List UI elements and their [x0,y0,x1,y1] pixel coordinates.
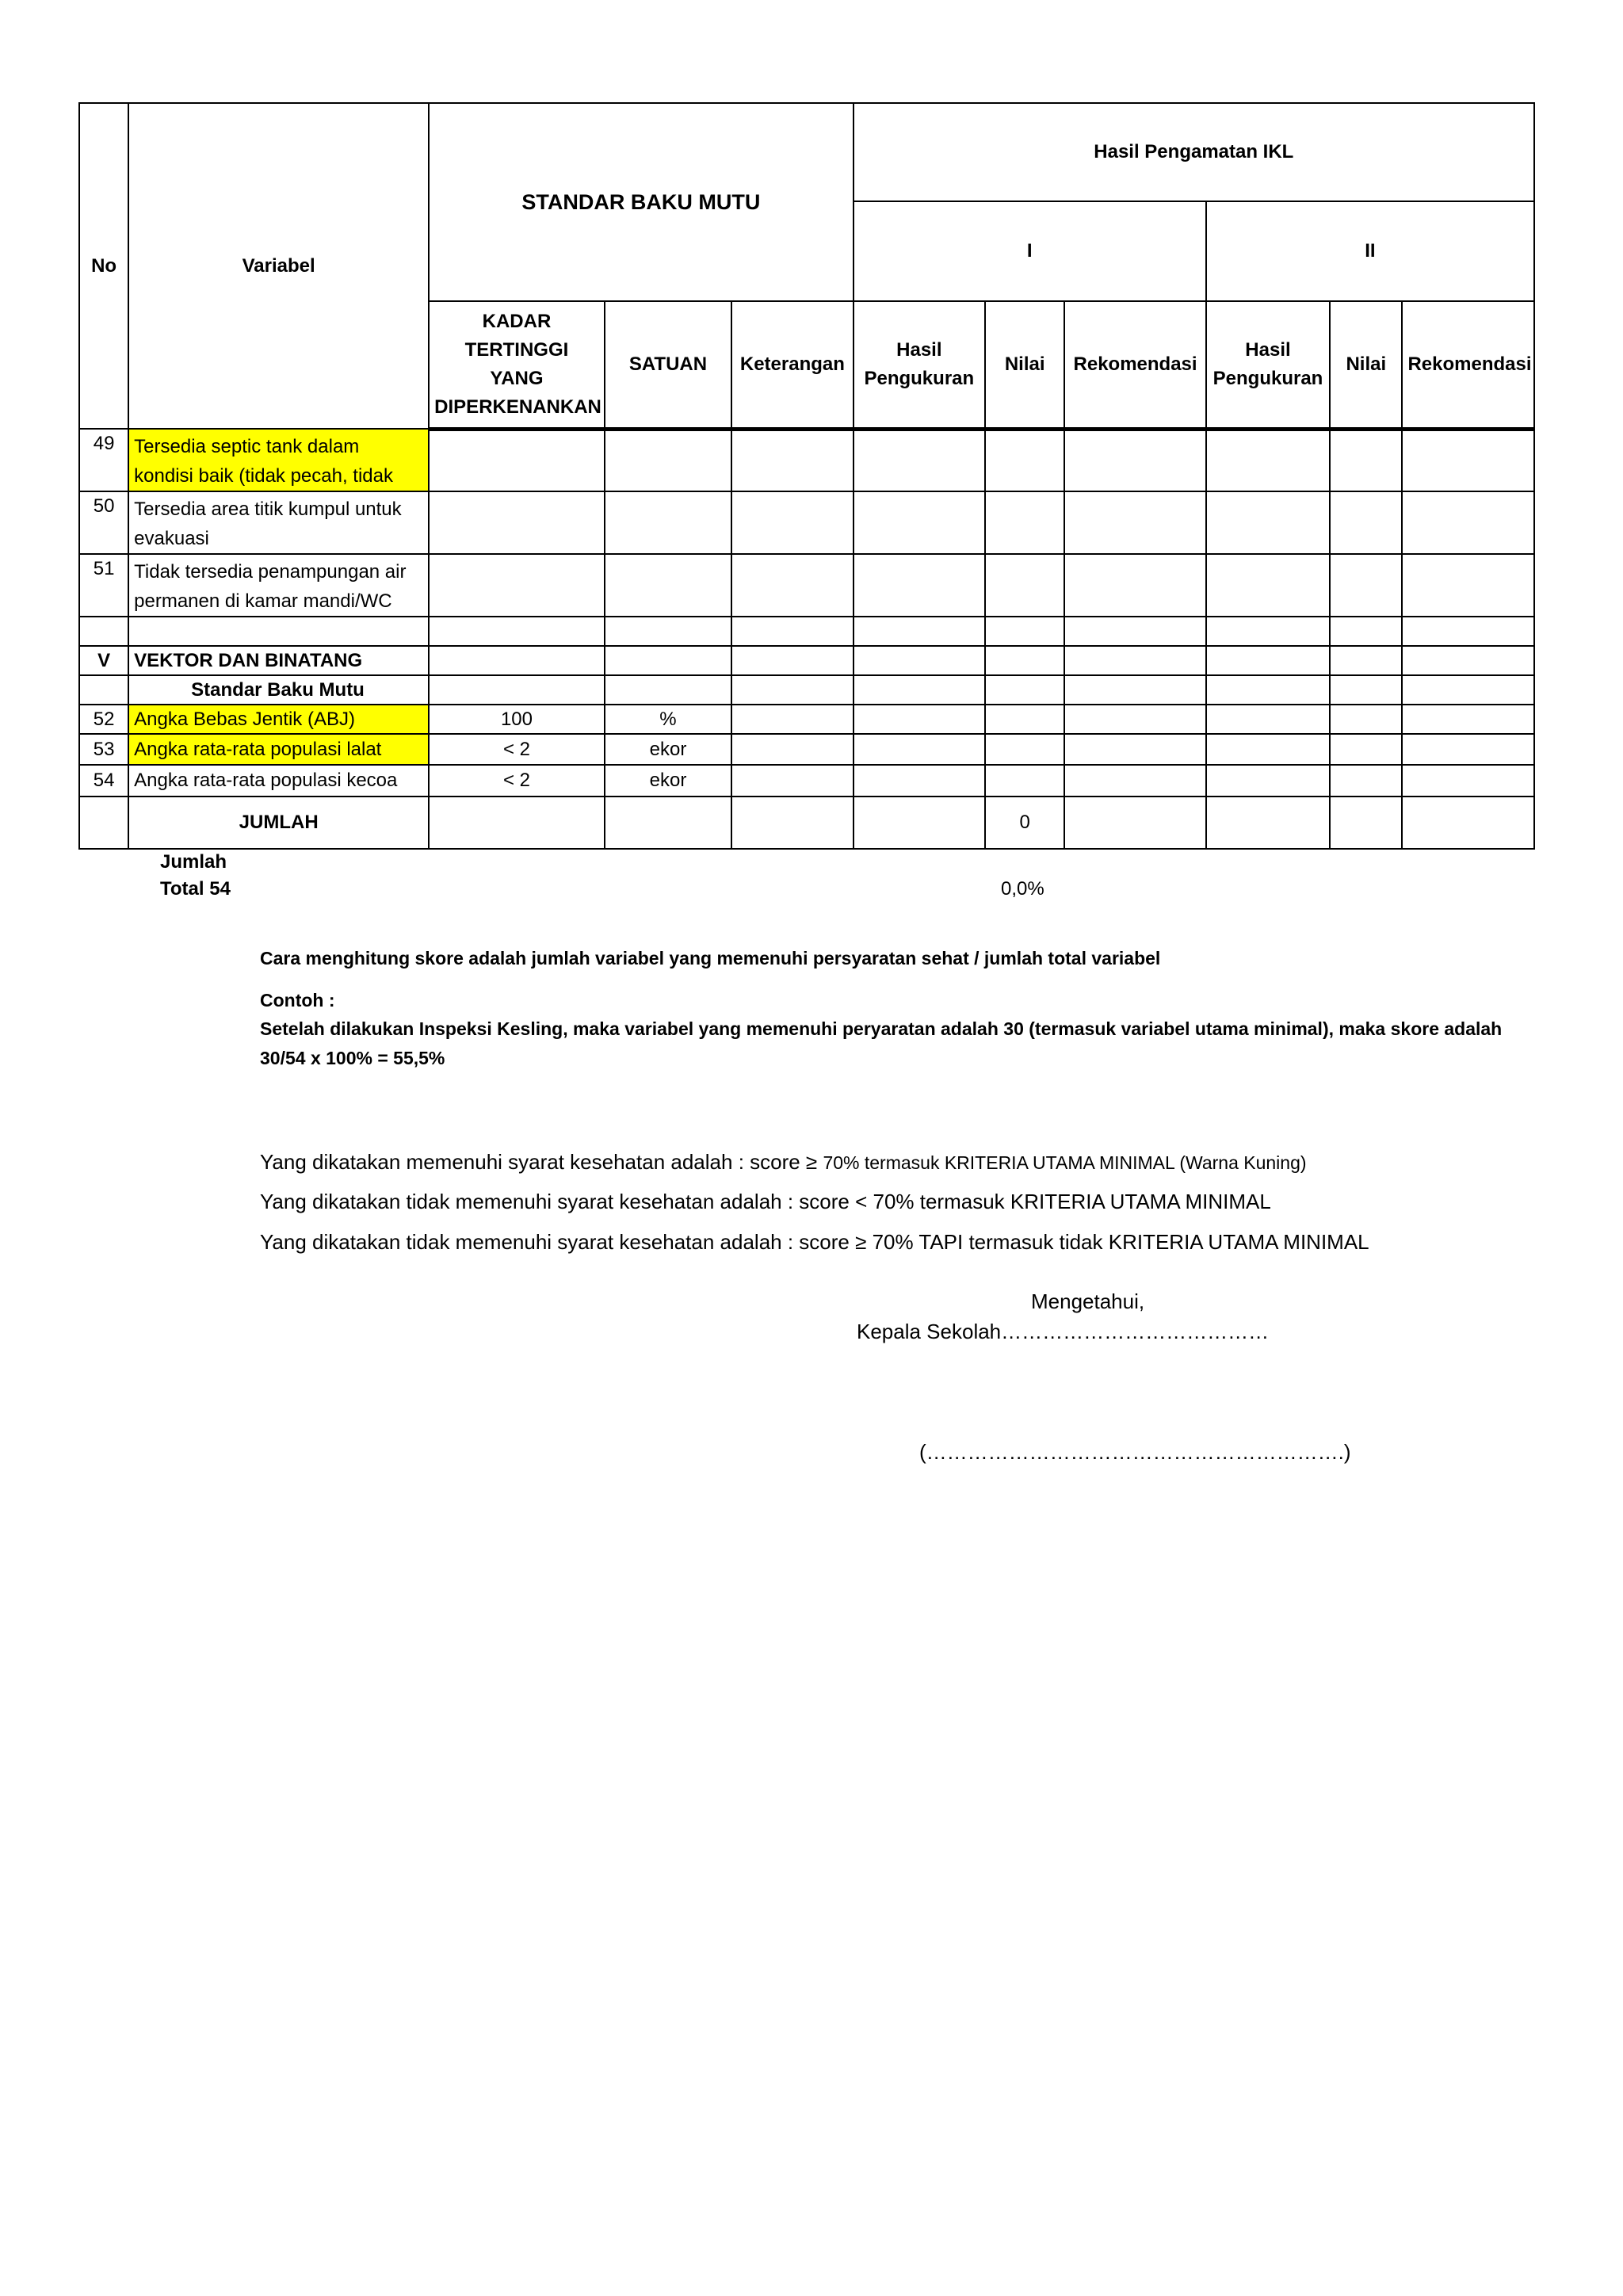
row-rekomendasi-ii[interactable] [1402,734,1534,765]
section-title: VEKTOR DAN BINATANG [128,646,429,675]
row-variabel: Angka rata-rata populasi lalat [128,734,429,765]
row-keterangan[interactable] [731,429,853,491]
row-hasil-i[interactable] [854,491,985,554]
row-kadar: 100 [429,705,605,734]
summary-jumlah: Jumlah [160,851,227,873]
row-keterangan[interactable] [731,765,853,797]
header-hasil-pengukuran-i: Hasil Pengukuran [854,301,985,429]
row-number: 52 [79,705,128,734]
row-nilai-ii[interactable] [1330,491,1402,554]
row-keterangan[interactable] [731,705,853,734]
header-nilai-i: Nilai [985,301,1064,429]
inspection-table [78,102,1535,850]
header-nilai-ii: Nilai [1330,301,1402,429]
row-rekomendasi-ii[interactable] [1402,765,1534,797]
row-kadar [429,429,605,491]
row-satuan: ekor [605,765,731,797]
row-hasil-ii[interactable] [1206,554,1330,617]
row-nilai-ii[interactable] [1330,705,1402,734]
jumlah-nilai: 0 [985,797,1064,849]
row-keterangan[interactable] [731,734,853,765]
row-nilai-ii[interactable] [1330,734,1402,765]
row-satuan [605,554,731,617]
row-satuan [605,429,731,491]
row-hasil-i[interactable] [854,429,985,491]
criteria-2: Yang dikatakan tidak memenuhi syarat kesehatan adalah : score < 70% termasuk KRITERIA UTAMA MINIMAL [260,1190,1271,1213]
row-hasil-ii[interactable] [1206,429,1330,491]
row-rekomendasi-i[interactable] [1064,705,1205,734]
row-rekomendasi-i[interactable] [1064,734,1205,765]
row-satuan [605,491,731,554]
header-kadar: KADAR TERTINGGI YANG DIPERKENANKAN [429,301,605,429]
header-group-ii: II [1206,201,1534,301]
row-nilai-ii[interactable] [1330,765,1402,797]
row-hasil-ii[interactable] [1206,491,1330,554]
row-variabel: Tidak tersedia penampungan air permanen di kamar mandi/WC [128,554,429,617]
row-number: 54 [79,765,128,797]
note-setelah: Setelah dilakukan Inspeksi Kesling, maka variabel yang memenuhi peryaratan adalah 30 (termasuk variabel utama minimal), maka skore adalah [260,1018,1503,1039]
row-satuan: ekor [605,734,731,765]
row-rekomendasi-ii[interactable] [1402,705,1534,734]
header-standar-baku-mutu: STANDAR BAKU MUTU [429,103,853,301]
header-no: No [79,103,128,429]
signature-nama: (…………………………………………………….) [919,1440,1351,1464]
note-contoh: Contoh : [260,990,335,1010]
signature-mengetahui: Mengetahui, [1031,1289,1145,1313]
row-rekomendasi-i[interactable] [1064,554,1205,617]
row-nilai-i[interactable] [985,554,1064,617]
subsection-row [79,675,1534,705]
section-row [79,646,1534,675]
table-row [79,734,1534,765]
table-row [79,429,1534,491]
header-keterangan: Keterangan [731,301,853,429]
row-nilai-i[interactable] [985,429,1064,491]
section-number: V [79,646,128,675]
row-rekomendasi-i[interactable] [1064,765,1205,797]
row-rekomendasi-ii[interactable] [1402,429,1534,491]
row-nilai-ii[interactable] [1330,554,1402,617]
row-hasil-i[interactable] [854,765,985,797]
row-variabel: Tersedia septic tank dalam kondisi baik (tidak pecah, tidak [128,429,429,491]
row-kadar: < 2 [429,765,605,797]
jumlah-label: JUMLAH [128,797,429,849]
header-rekomendasi-ii: Rekomendasi [1402,301,1534,429]
header-group-i: I [854,201,1206,301]
row-nilai-i[interactable] [985,734,1064,765]
row-nilai-i[interactable] [985,705,1064,734]
row-hasil-ii[interactable] [1206,734,1330,765]
row-variabel: Tersedia area titik kumpul untuk evakuasi [128,491,429,554]
row-rekomendasi-ii[interactable] [1402,554,1534,617]
row-kadar: < 2 [429,734,605,765]
row-nilai-i[interactable] [985,765,1064,797]
row-hasil-i[interactable] [854,554,985,617]
row-keterangan[interactable] [731,554,853,617]
row-variabel: Angka rata-rata populasi kecoa [128,765,429,797]
row-nilai-ii[interactable] [1330,429,1402,491]
header-hasil-pengukuran-ii: Hasil Pengukuran [1206,301,1330,429]
table-row [79,705,1534,734]
row-rekomendasi-i[interactable] [1064,429,1205,491]
table-row [79,554,1534,617]
summary-total: Total 54 [160,878,231,900]
criteria-1: Yang dikatakan memenuhi syarat kesehatan adalah : score ≥ 70% termasuk KRITERIA UTAMA MINIMAL (Warna Kuning) [260,1150,1307,1174]
row-hasil-ii[interactable] [1206,765,1330,797]
row-rekomendasi-ii[interactable] [1402,491,1534,554]
row-keterangan[interactable] [731,491,853,554]
jumlah-row [79,797,1534,849]
row-variabel: Angka Bebas Jentik (ABJ) [128,705,429,734]
table-row [79,491,1534,554]
subsection-title: Standar Baku Mutu [128,675,429,705]
header-satuan: SATUAN [605,301,731,429]
row-number: 49 [79,429,128,491]
empty-row [79,617,1534,646]
summary-percent: 0,0% [1001,878,1044,900]
row-satuan: % [605,705,731,734]
header-hasil-pengamatan: Hasil Pengamatan IKL [854,103,1534,201]
header-rekomendasi-i: Rekomendasi [1064,301,1205,429]
table-row [79,765,1534,797]
row-number: 50 [79,491,128,554]
row-hasil-i[interactable] [854,705,985,734]
row-kadar [429,491,605,554]
row-hasil-i[interactable] [854,734,985,765]
note-hitung: 30/54 x 100% = 55,5% [260,1048,445,1068]
row-hasil-ii[interactable] [1206,705,1330,734]
note-cara: Cara menghitung skore adalah jumlah variabel yang memenuhi persyaratan sehat / jumlah total variabel [260,948,1161,968]
row-nilai-i[interactable] [985,491,1064,554]
row-kadar [429,554,605,617]
header-variabel: Variabel [128,103,429,429]
row-number: 53 [79,734,128,765]
signature-kepala: Kepala Sekolah………………………………… [857,1320,1270,1343]
criteria-3: Yang dikatakan tidak memenuhi syarat kesehatan adalah : score ≥ 70% TAPI termasuk tidak KRITERIA UTAMA MINIMAL [260,1230,1369,1254]
row-rekomendasi-i[interactable] [1064,491,1205,554]
row-number: 51 [79,554,128,617]
